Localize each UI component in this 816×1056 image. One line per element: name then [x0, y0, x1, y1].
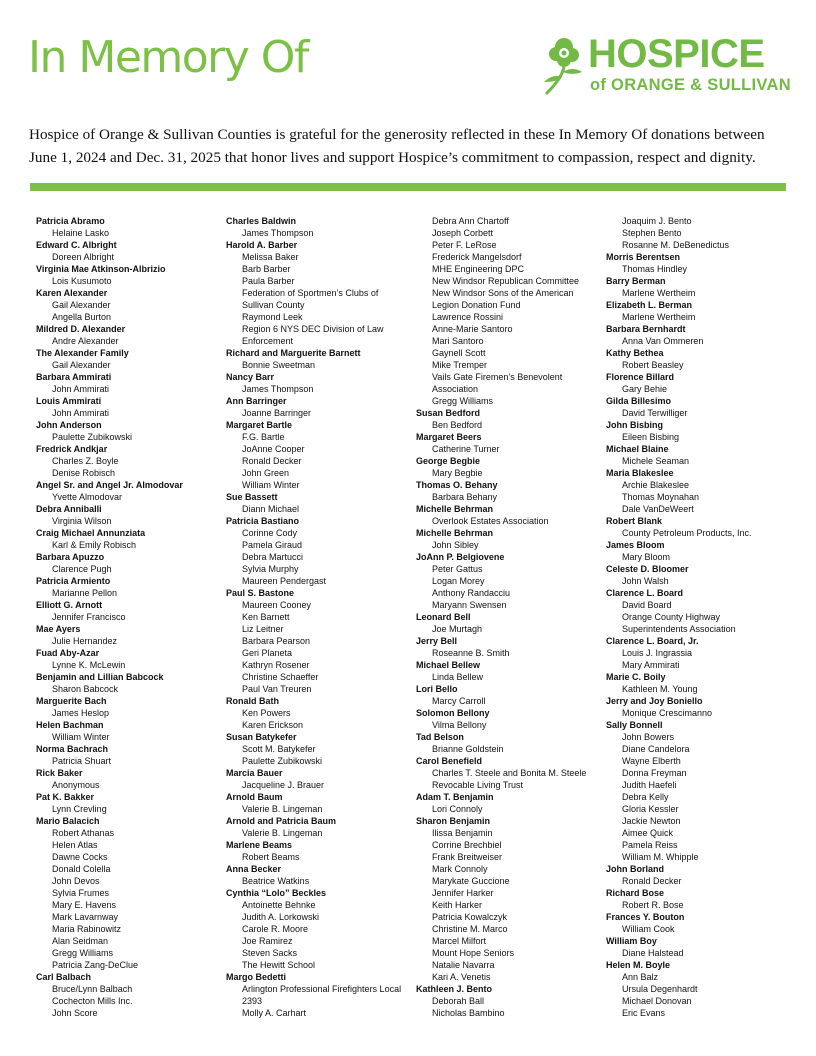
- honoree-name: Marie C. Boily: [606, 672, 666, 682]
- donor-name: Peter F. LeRose: [432, 240, 497, 250]
- honoree-name: Michelle Behrman: [416, 504, 494, 514]
- donor-name: Jackie Newton: [622, 816, 681, 826]
- donor-name: Anonymous: [52, 780, 100, 790]
- donor-name: David Board: [622, 600, 672, 610]
- donor-name: Vails Gate Firemen’s Benevolent: [432, 372, 563, 382]
- donor-name: Andre Alexander: [52, 336, 119, 346]
- honoree-name: Susan Bedford: [416, 408, 481, 418]
- donor-name: Federation of Sportmen’s Clubs of: [242, 288, 379, 298]
- donor-name: Enforcement: [242, 336, 294, 346]
- honoree-name: George Begbie: [416, 456, 481, 466]
- memorial-column-2: [226, 215, 412, 1019]
- honoree-name: Sally Bonnell: [606, 720, 663, 730]
- donor-name: Eric Evans: [622, 1008, 666, 1018]
- honoree-name: Elizabeth L. Berman: [606, 300, 693, 310]
- donor-name: Wayne Elberth: [622, 756, 681, 766]
- honoree-name: Maria Blakeslee: [606, 468, 674, 478]
- honoree-name: Solomon Bellony: [416, 708, 490, 718]
- donor-name: Anne-Marie Santoro: [432, 324, 513, 334]
- donor-name: Christine M. Marco: [432, 924, 508, 934]
- donor-name: Raymond Leek: [242, 312, 303, 322]
- donor-name: Marianne Pellon: [52, 588, 118, 598]
- honoree-name: Benjamin and Lillian Babcock: [36, 672, 164, 682]
- donor-name: Charles Z. Boyle: [52, 456, 119, 466]
- honoree-name: James Bloom: [606, 540, 665, 550]
- donor-name: John Bowers: [622, 732, 675, 742]
- intro-paragraph: Hospice of Orange & Sullivan Counties is grateful for the generosity reflected in these In Memory Of donations between June 1, 2024 and Dec. 31, 2025 that honor lives and support Hospice’s commitment to compassion, respect and dignity.: [29, 126, 765, 166]
- donor-name: Kathleen M. Young: [622, 684, 698, 694]
- donor-name: Archie Blakeslee: [622, 480, 690, 490]
- honoree-name: Sue Bassett: [226, 492, 278, 502]
- donor-name: Donna Freyman: [622, 768, 687, 778]
- donor-name: County Petroleum Products, Inc.: [622, 528, 752, 538]
- honoree-name: Fredrick Andkjar: [36, 444, 108, 454]
- honoree-name: Fuad Aby-Azar: [36, 648, 100, 658]
- donor-name: Virginia Wilson: [52, 516, 112, 526]
- donor-name: New Windsor Republican Committee: [432, 276, 580, 286]
- honoree-name: Richard Bose: [606, 888, 665, 898]
- donor-name: Association: [432, 384, 479, 394]
- donor-name: Pamela Reiss: [622, 840, 678, 850]
- honoree-name: Florence Billard: [606, 372, 675, 382]
- donor-name: Patricia Zang-DeClue: [52, 960, 139, 970]
- donor-name: Logan Morey: [432, 576, 485, 586]
- donor-name: Carole R. Moore: [242, 924, 309, 934]
- honoree-name: Morris Berentsen: [606, 252, 681, 262]
- donor-name: Frederick Mangelsdorf: [432, 252, 522, 262]
- donor-name: Marcel Milfort: [432, 936, 487, 946]
- donor-name: Julie Hernandez: [52, 636, 118, 646]
- logo-subtitle: of ORANGE & SULLIVAN: [590, 76, 791, 94]
- honoree-name: Angel Sr. and Angel Jr. Almodovar: [36, 480, 183, 490]
- donor-name: Ronald Decker: [242, 456, 302, 466]
- donor-name: Debra Martucci: [242, 552, 304, 562]
- honoree-name: Edward C. Albright: [36, 240, 117, 250]
- donor-name: Clarence Pugh: [52, 564, 112, 574]
- donor-name: Ken Powers: [242, 708, 291, 718]
- honoree-name: Mario Balacich: [36, 816, 100, 826]
- honoree-name: Karen Alexander: [36, 288, 108, 298]
- donor-name: Paulette Zubikowski: [52, 432, 133, 442]
- donor-name: Dawne Cocks: [52, 852, 108, 862]
- honoree-name: Susan Batykefer: [226, 732, 297, 742]
- donor-name: James Thompson: [242, 228, 314, 238]
- donor-name: Ursula Degenhardt: [622, 984, 698, 994]
- honoree-name: John Anderson: [36, 420, 102, 430]
- donor-name: Diane Halstead: [622, 948, 684, 958]
- honoree-name: Barbara Ammirati: [36, 372, 112, 382]
- donor-name: Eileen Bisbing: [622, 432, 680, 442]
- memorial-column-3: [416, 215, 602, 1019]
- donor-name: James Thompson: [242, 384, 314, 394]
- honoree-name: Debra Anniballi: [36, 504, 102, 514]
- donor-name: Ilissa Benjamin: [432, 828, 493, 838]
- honoree-name: Helen Bachman: [36, 720, 104, 730]
- donor-name: Legion Donation Fund: [432, 300, 521, 310]
- donor-name: Karen Erickson: [242, 720, 304, 730]
- donor-name: Joe Murtagh: [432, 624, 483, 634]
- donor-name: Maureen Pendergast: [242, 576, 327, 586]
- honoree-name: Rick Baker: [36, 768, 83, 778]
- donor-name: Diane Candelora: [622, 744, 690, 754]
- donor-name: Judith A. Lorkowski: [242, 912, 320, 922]
- donor-name: Mark Connoly: [432, 864, 488, 874]
- donor-name: Gaynell Scott: [432, 348, 486, 358]
- honoree-name: Charles Baldwin: [226, 216, 297, 226]
- donor-name: Lori Connoly: [432, 804, 483, 814]
- donor-name: Mary Bloom: [622, 552, 671, 562]
- donor-name: Michele Seaman: [622, 456, 690, 466]
- donor-name: Gloria Kessler: [622, 804, 679, 814]
- donor-name: John Ammirati: [52, 408, 110, 418]
- donor-name: Brianne Goldstein: [432, 744, 504, 754]
- donor-name: Bonnie Sweetman: [242, 360, 316, 370]
- donor-name: Helaine Lasko: [52, 228, 110, 238]
- honoree-name: Celeste D. Bloomer: [606, 564, 689, 574]
- honoree-name: Frances Y. Bouton: [606, 912, 685, 922]
- donor-name: Marykate Guccione: [432, 876, 510, 886]
- honoree-name: JoAnn P. Belgiovene: [416, 552, 505, 562]
- donor-name: Ken Barnett: [242, 612, 290, 622]
- donor-name: Robert Athanas: [52, 828, 115, 838]
- donor-name: Stephen Bento: [622, 228, 682, 238]
- donor-name: John Sibley: [432, 540, 479, 550]
- donor-name: Gregg Williams: [432, 396, 494, 406]
- donor-name: Mike Tremper: [432, 360, 488, 370]
- donor-name: Christine Schaeffer: [242, 672, 319, 682]
- donor-name: Paul Van Treuren: [242, 684, 312, 694]
- donor-name: Debra Kelly: [622, 792, 669, 802]
- donor-name: Alan Seidman: [52, 936, 109, 946]
- donor-name: Patricia Kowalczyk: [432, 912, 508, 922]
- donor-name: Lynne K. McLewin: [52, 660, 126, 670]
- honoree-name: Margo Bedetti: [226, 972, 287, 982]
- donor-name: Valerie B. Lingeman: [242, 804, 323, 814]
- donor-name: Linda Bellew: [432, 672, 484, 682]
- donor-name: Natalie Navarra: [432, 960, 495, 970]
- honoree-name: Patricia Abramo: [36, 216, 105, 226]
- donor-name: William Winter: [242, 480, 300, 490]
- donor-name: Joe Ramirez: [242, 936, 293, 946]
- donor-name: Ronald Decker: [622, 876, 682, 886]
- donor-name: John Walsh: [622, 576, 669, 586]
- donor-name: Cochecton Mills Inc.: [52, 996, 133, 1006]
- donor-name: Anna Van Ommeren: [622, 336, 704, 346]
- donor-name: Valerie B. Lingeman: [242, 828, 323, 838]
- donor-name: Keith Harker: [432, 900, 483, 910]
- honoree-name: Gilda Billesimo: [606, 396, 672, 406]
- honoree-name: The Alexander Family: [36, 348, 129, 358]
- donor-name: Maria Rabinowitz: [52, 924, 122, 934]
- donor-name: Sylvia Frumes: [52, 888, 110, 898]
- honoree-name: Michael Bellew: [416, 660, 481, 670]
- donor-name: Antoinette Behnke: [242, 900, 316, 910]
- donor-name: Overlook Estates Association: [432, 516, 549, 526]
- donor-name: Kathryn Rosener: [242, 660, 310, 670]
- donor-name: Monique Crescimanno: [622, 708, 713, 718]
- donor-name: Louis J. Ingrassia: [622, 648, 693, 658]
- donor-name: Robert Beams: [242, 852, 300, 862]
- honoree-name: Craig Michael Annunziata: [36, 528, 146, 538]
- donor-name: Region 6 NYS DEC Division of Law: [242, 324, 384, 334]
- donor-name: James Heslop: [52, 708, 110, 718]
- donor-name: Maryann Swensen: [432, 600, 507, 610]
- honoree-name: Clarence L. Board: [606, 588, 684, 598]
- donor-name: Anthony Randacciu: [432, 588, 511, 598]
- donor-name: Molly A. Carhart: [242, 1008, 307, 1018]
- honoree-name: Patricia Bastiano: [226, 516, 300, 526]
- donor-name: Judith Haefeli: [622, 780, 677, 790]
- donor-name: Thomas Hindley: [622, 264, 688, 274]
- donor-name: Superintendents Association: [622, 624, 736, 634]
- donor-name: Ben Bedford: [432, 420, 483, 430]
- page-title: In Memory Of: [28, 32, 308, 83]
- memorial-column-1: [36, 215, 222, 1019]
- honoree-name: Carol Benefield: [416, 756, 483, 766]
- donor-name: Mary Ammirati: [622, 660, 680, 670]
- donor-name: Sharon Babcock: [52, 684, 119, 694]
- honoree-name: Harold A. Barber: [226, 240, 298, 250]
- donor-name: Marlene Wertheim: [622, 312, 696, 322]
- donor-name: Arlington Professional Firefighters Local: [242, 984, 402, 994]
- donor-name: Joanne Barringer: [242, 408, 312, 418]
- honoree-name: Louis Ammirati: [36, 396, 102, 406]
- donor-name: Gregg Williams: [52, 948, 114, 958]
- honoree-name: Tad Belson: [416, 732, 464, 742]
- honoree-name: Michael Blaine: [606, 444, 669, 454]
- honoree-name: Mildred D. Alexander: [36, 324, 126, 334]
- honoree-name: Patricia Armiento: [36, 576, 111, 586]
- donor-name: Marcy Carroll: [432, 696, 486, 706]
- donor-name: Joaquim J. Bento: [622, 216, 692, 226]
- donor-name: Sylvia Murphy: [242, 564, 299, 574]
- donor-name: Donald Colella: [52, 864, 111, 874]
- honoree-name: Kathy Bethea: [606, 348, 664, 358]
- donor-name: Debra Ann Chartoff: [432, 216, 509, 226]
- honoree-name: Marcia Bauer: [226, 768, 283, 778]
- donor-name: Catherine Turner: [432, 444, 500, 454]
- honoree-name: Barbara Apuzzo: [36, 552, 105, 562]
- donor-name: Peter Gattus: [432, 564, 483, 574]
- donor-name: William Winter: [52, 732, 110, 742]
- donor-name: Jennifer Francisco: [52, 612, 126, 622]
- donor-name: John Devos: [52, 876, 100, 886]
- donor-name: Vilma Bellony: [432, 720, 487, 730]
- honoree-name: Helen M. Boyle: [606, 960, 671, 970]
- donor-name: Yvette Almodovar: [52, 492, 123, 502]
- honoree-name: Lori Bello: [416, 684, 458, 694]
- donor-name: John Score: [52, 1008, 98, 1018]
- honoree-name: Anna Becker: [226, 864, 282, 874]
- donor-name: Barbara Pearson: [242, 636, 311, 646]
- donor-name: Thomas Moynahan: [622, 492, 700, 502]
- donor-name: Revocable Living Trust: [432, 780, 524, 790]
- honoree-name: Nancy Barr: [226, 372, 275, 382]
- donor-name: Gail Alexander: [52, 360, 111, 370]
- donor-name: The Hewitt School: [242, 960, 316, 970]
- honoree-name: Sharon Benjamin: [416, 816, 491, 826]
- donor-name: Rosanne M. DeBenedictus: [622, 240, 730, 250]
- honoree-name: Leonard Bell: [416, 612, 471, 622]
- donor-name: JoAnne Cooper: [242, 444, 305, 454]
- flower-figure-icon: [542, 34, 592, 96]
- memorial-column-4: [606, 215, 792, 1019]
- donor-name: Helen Atlas: [52, 840, 98, 850]
- honoree-name: Clarence L. Board, Jr.: [606, 636, 699, 646]
- honoree-name: William Boy: [606, 936, 657, 946]
- donor-name: Jennifer Harker: [432, 888, 494, 898]
- donor-name: Orange County Highway: [622, 612, 721, 622]
- honoree-name: Marguerite Bach: [36, 696, 107, 706]
- donor-name: Mari Santoro: [432, 336, 484, 346]
- donor-name: Dale VanDeWeert: [622, 504, 694, 514]
- honoree-name: Pat K. Bakker: [36, 792, 95, 802]
- donor-name: Deborah Ball: [432, 996, 485, 1006]
- donor-name: Mark Lavarnway: [52, 912, 119, 922]
- donor-name: Jacqueline J. Brauer: [242, 780, 325, 790]
- donor-name: Barbara Behany: [432, 492, 498, 502]
- divider-rule: [30, 183, 786, 191]
- donor-name: Steven Sacks: [242, 948, 298, 958]
- donor-name: New Windsor Sons of the American: [432, 288, 574, 298]
- donor-name: Joseph Corbett: [432, 228, 494, 238]
- honoree-name: John Borland: [606, 864, 664, 874]
- donor-name: Patricia Shuart: [52, 756, 112, 766]
- donor-name: Bruce/Lynn Balbach: [52, 984, 133, 994]
- honoree-name: Kathleen J. Bento: [416, 984, 493, 994]
- donor-name: Marlene Wertheim: [622, 288, 696, 298]
- honoree-name: Marlene Beams: [226, 840, 293, 850]
- honoree-name: Cynthia “Lolo” Beckles: [226, 888, 327, 898]
- donor-name: Geri Planeta: [242, 648, 293, 658]
- donor-name: Doreen Albright: [52, 252, 115, 262]
- donor-name: John Green: [242, 468, 290, 478]
- honoree-name: Margaret Bartle: [226, 420, 293, 430]
- donor-name: Corrine Brechbiel: [432, 840, 502, 850]
- logo-wordmark: HOSPICE: [588, 32, 765, 76]
- donor-name: Paula Barber: [242, 276, 295, 286]
- donor-name: Frank Breitweiser: [432, 852, 503, 862]
- donor-name: Mary E. Havens: [52, 900, 117, 910]
- donor-name: Pamela Giraud: [242, 540, 303, 550]
- honoree-name: Richard and Marguerite Barnett: [226, 348, 361, 358]
- donor-name: Nicholas Bambino: [432, 1008, 505, 1018]
- hospice-logo: [542, 32, 791, 100]
- honoree-name: Barry Berman: [606, 276, 666, 286]
- honoree-name: Elliott G. Arnott: [36, 600, 103, 610]
- honoree-name: Jerry and Joy Boniello: [606, 696, 703, 706]
- donor-name: Paulette Zubikowski: [242, 756, 323, 766]
- donor-name: MHE Engineering DPC: [432, 264, 525, 274]
- donor-name: F.G. Bartle: [242, 432, 285, 442]
- donor-name: Kari A. Venetis: [432, 972, 491, 982]
- honoree-name: Margaret Beers: [416, 432, 482, 442]
- donor-name: David Terwilliger: [622, 408, 688, 418]
- donor-name: Scott M. Batykefer: [242, 744, 316, 754]
- honoree-name: Ronald Bath: [226, 696, 279, 706]
- donor-name: Gail Alexander: [52, 300, 111, 310]
- donor-name: Lawrence Rossini: [432, 312, 504, 322]
- donor-name: Mary Begbie: [432, 468, 483, 478]
- honoree-name: Thomas O. Behany: [416, 480, 498, 490]
- honoree-name: Carl Balbach: [36, 972, 92, 982]
- donor-name: Aimee Quick: [622, 828, 674, 838]
- honoree-name: Adam T. Benjamin: [416, 792, 494, 802]
- donor-name: Melissa Baker: [242, 252, 299, 262]
- donor-name: Gary Behie: [622, 384, 668, 394]
- donor-name: Maureen Cooney: [242, 600, 312, 610]
- donor-name: Mount Hope Seniors: [432, 948, 515, 958]
- honoree-name: Norma Bachrach: [36, 744, 109, 754]
- honoree-name: Michelle Behrman: [416, 528, 494, 538]
- honoree-name: Ann Barringer: [226, 396, 287, 406]
- donor-name: Robert R. Bose: [622, 900, 684, 910]
- donor-name: Diann Michael: [242, 504, 300, 514]
- honoree-name: Jerry Bell: [416, 636, 458, 646]
- donor-name: Lynn Crevling: [52, 804, 107, 814]
- honoree-name: John Bisbing: [606, 420, 663, 430]
- honoree-name: Barbara Bernhardt: [606, 324, 686, 334]
- donor-name: Beatrice Watkins: [242, 876, 310, 886]
- donor-name: Barb Barber: [242, 264, 291, 274]
- donor-name: Liz Leitner: [242, 624, 284, 634]
- donor-name: Corinne Cody: [242, 528, 298, 538]
- donor-name: Charles T. Steele and Bonita M. Steele: [432, 768, 587, 778]
- donor-name: 2393: [242, 996, 263, 1006]
- honoree-name: Arnold and Patricia Baum: [226, 816, 337, 826]
- donor-name: Michael Donovan: [622, 996, 692, 1006]
- donor-name: Robert Beasley: [622, 360, 684, 370]
- honoree-name: Virginia Mae Atkinson-Albrizio: [36, 264, 166, 274]
- donor-name: Sullivan County: [242, 300, 305, 310]
- donor-name: Ann Balz: [622, 972, 659, 982]
- donor-name: Denise Robisch: [52, 468, 116, 478]
- donor-name: Roseanne B. Smith: [432, 648, 510, 658]
- donor-name: Angella Burton: [52, 312, 112, 322]
- donor-name: William M. Whipple: [622, 852, 699, 862]
- donor-name: William Cook: [622, 924, 675, 934]
- honoree-name: Mae Ayers: [36, 624, 81, 634]
- honoree-name: Robert Blank: [606, 516, 663, 526]
- donor-name: Lois Kusumoto: [52, 276, 112, 286]
- donor-name: John Ammirati: [52, 384, 110, 394]
- honoree-name: Arnold Baum: [226, 792, 283, 802]
- honoree-name: Paul S. Bastone: [226, 588, 295, 598]
- donor-name: Karl & Emily Robisch: [52, 540, 137, 550]
